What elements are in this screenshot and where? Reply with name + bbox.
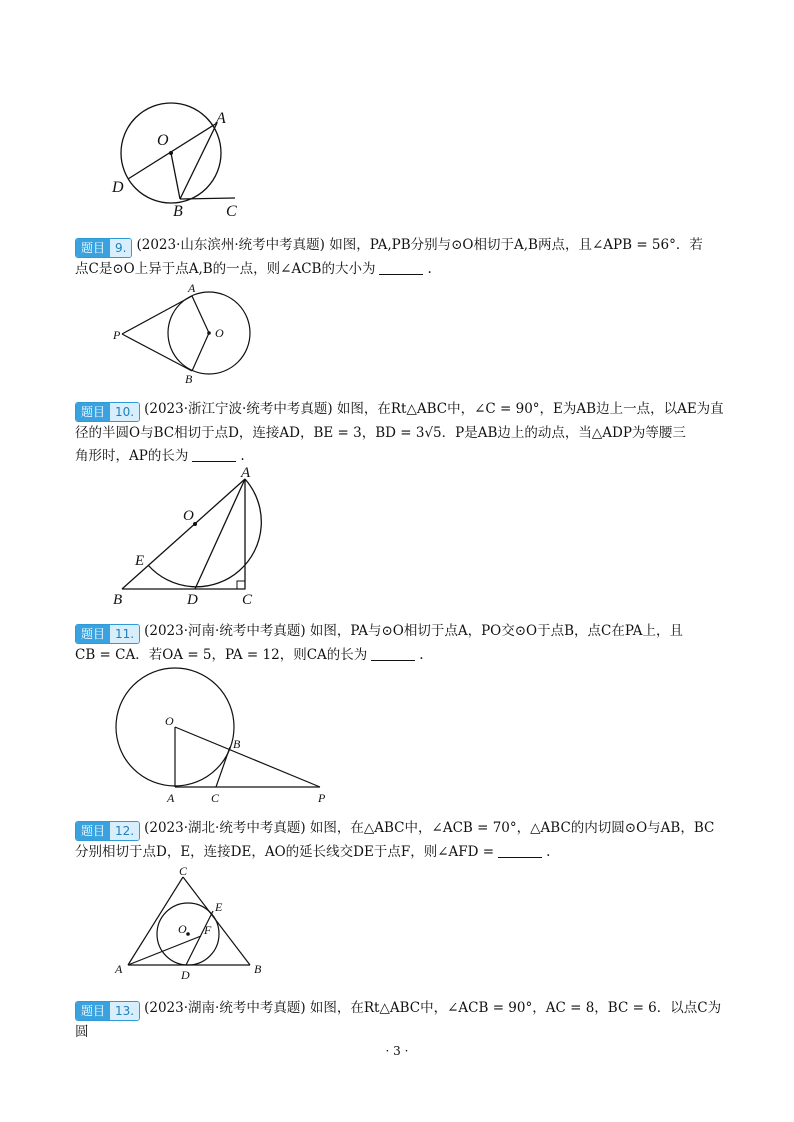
label-P: P [318, 791, 326, 805]
label-B: B [254, 962, 262, 976]
label-C: C [226, 203, 237, 220]
question-9 [75, 234, 725, 281]
answer-blank[interactable] [192, 447, 236, 462]
figure-q11-tangent [105, 665, 345, 810]
question-11-line-1: 题目 11. (2023·河南·统考中考真题) 如图，PA与⊙O相切于点A，PO交⊙O于点B，点C在PA上，且 [75, 620, 725, 644]
label-B: B [185, 372, 193, 386]
question-10 [75, 398, 725, 468]
label-B: B [113, 592, 123, 608]
label-O: O [215, 326, 224, 340]
label-D: D [187, 592, 198, 608]
label-O: O [178, 922, 187, 936]
label-D: D [112, 179, 124, 196]
label-A: A [241, 465, 251, 481]
figure-q12-incircle [108, 862, 273, 987]
label-C: C [179, 864, 188, 878]
label-B: B [173, 203, 183, 220]
label-A: A [167, 791, 175, 805]
question-13-line-1: 题目 13. (2023·湖南·统考中考真题) 如图，在Rt△ABC中，∠ACB = 90°，AC = 8，BC = 6．以点C为圆 [75, 1000, 722, 1040]
question-badge: 题目 9. [75, 238, 132, 258]
label-B: B [233, 737, 241, 751]
question-13 [75, 997, 725, 1044]
question-10-line-3: 角形时，AP的长为 . [75, 448, 245, 464]
answer-blank[interactable] [371, 646, 415, 661]
label-C: C [211, 791, 220, 805]
label-O: O [157, 132, 169, 149]
question-12-line-2: 分别相切于点D，E，连接DE，AO的延长线交DE于点F，则∠AFD = . [75, 844, 551, 860]
label-O: O [183, 508, 194, 524]
answer-blank[interactable] [498, 843, 542, 858]
question-12 [75, 817, 725, 864]
question-11-line-2: CB = CA．若OA = 5，PA = 12，则CA的长为 . [75, 647, 424, 663]
figure-q9-tangents [110, 280, 260, 385]
label-P: P [113, 328, 121, 342]
question-9-line-1: 题目 9. (2023·山东滨州·统考中考真题) 如图，PA,PB分别与⊙O相切于A,B两点，且∠APB = 56°．若 [75, 234, 725, 258]
label-D: D [181, 968, 190, 982]
question-badge: 题目 11. [75, 624, 140, 644]
label-A: A [115, 962, 123, 976]
question-badge: 题目 10. [75, 402, 140, 422]
figure-q10-semicircle [105, 465, 280, 610]
label-E: E [215, 900, 223, 914]
label-F: F [204, 923, 212, 937]
answer-blank[interactable] [379, 260, 423, 275]
question-badge: 题目 13. [75, 1001, 140, 1021]
label-O: O [165, 714, 174, 728]
label-A: A [216, 110, 226, 127]
question-9-line-2: 点C是⊙O上异于点A,B的一点，则∠ACB的大小为 . [75, 261, 432, 277]
question-11 [75, 620, 725, 667]
label-A: A [188, 281, 196, 295]
label-E: E [135, 553, 145, 569]
question-badge: 题目 12. [75, 821, 140, 841]
label-C: C [242, 592, 253, 608]
question-12-line-1: 题目 12. (2023·湖北·统考中考真题) 如图，在△ABC中，∠ACB = 70°，△ABC的内切圆⊙O与AB，BC [75, 817, 725, 841]
figure-circle-tangent-top [100, 95, 260, 225]
question-10-line-1: 题目 10. (2023·浙江宁波·统考中考真题) 如图，在Rt△ABC中，∠C = 90°，E为AB边上一点，以AE为直 [75, 398, 725, 422]
page-number: · 3 · [385, 1044, 409, 1058]
question-10-line-2: 径的半圆O与BC相切于点D，连接AD，BE = 3，BD = 3√5．P是AB边上的动点，当△ADP为等腰三 [75, 425, 686, 441]
